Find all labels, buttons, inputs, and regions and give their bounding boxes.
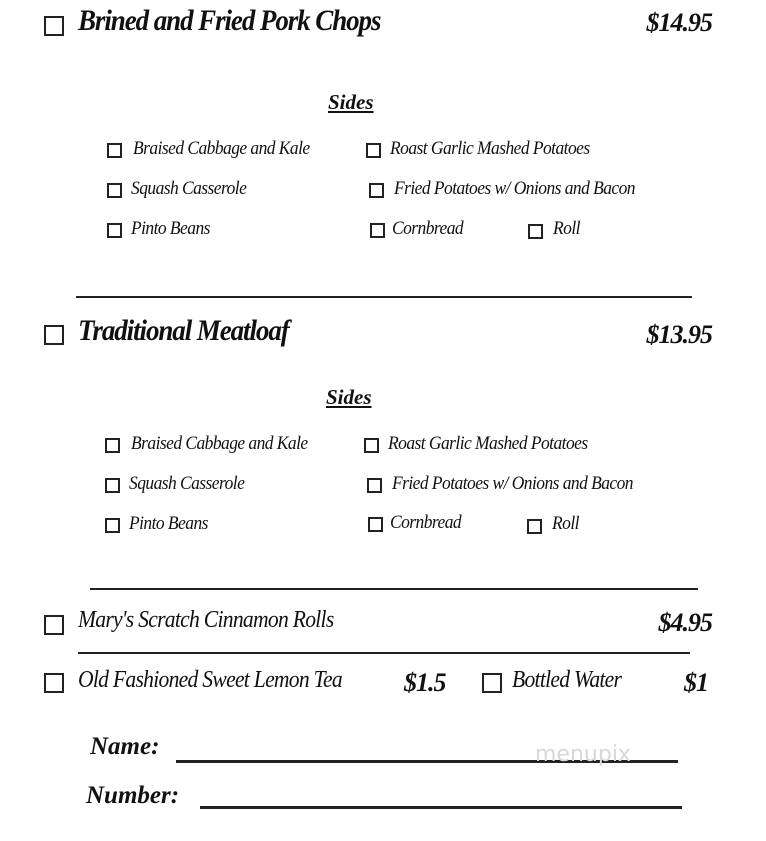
item-price: $1.5 — [404, 668, 446, 697]
checkbox-side[interactable] — [105, 518, 120, 533]
sides-heading: Sides — [326, 385, 372, 409]
checkbox-meatloaf[interactable] — [44, 325, 64, 345]
side-label: Roll — [553, 218, 580, 239]
side-label: Braised Cabbage and Kale — [133, 138, 310, 159]
side-label: Cornbread — [390, 512, 462, 533]
checkbox-side[interactable] — [369, 183, 384, 198]
checkbox-pork-chops[interactable] — [44, 16, 64, 36]
side-label: Braised Cabbage and Kale — [131, 433, 308, 454]
side-label: Roast Garlic Mashed Potatoes — [390, 138, 590, 159]
watermark: menupix — [535, 742, 631, 767]
item-title: Bottled Water — [512, 667, 622, 693]
side-label: Squash Casserole — [129, 473, 245, 494]
side-label: Fried Potatoes w/ Onions and Bacon — [394, 178, 635, 199]
name-label: Name: — [90, 733, 160, 760]
item-title: Brined and Fried Pork Chops — [78, 4, 381, 37]
checkbox-side[interactable] — [105, 438, 120, 453]
checkbox-lemon-tea[interactable] — [44, 673, 64, 693]
number-label: Number: — [86, 782, 180, 809]
checkbox-cinnamon-rolls[interactable] — [44, 615, 64, 635]
side-label: Cornbread — [392, 218, 464, 239]
divider — [76, 296, 692, 298]
number-input-line[interactable] — [200, 806, 682, 809]
side-label: Roll — [552, 513, 579, 534]
side-label: Roast Garlic Mashed Potatoes — [388, 433, 588, 454]
side-label: Squash Casserole — [131, 178, 247, 199]
checkbox-side[interactable] — [527, 519, 542, 534]
item-title: Mary's Scratch Cinnamon Rolls — [78, 607, 334, 633]
checkbox-side[interactable] — [107, 183, 122, 198]
checkbox-side[interactable] — [367, 478, 382, 493]
divider — [78, 652, 690, 654]
checkbox-side[interactable] — [364, 438, 379, 453]
checkbox-side[interactable] — [368, 517, 383, 532]
side-label: Fried Potatoes w/ Onions and Bacon — [392, 473, 633, 494]
sides-heading: Sides — [328, 90, 374, 114]
item-price: $4.95 — [658, 608, 712, 637]
item-title: Traditional Meatloaf — [78, 314, 289, 347]
item-price: $13.95 — [646, 320, 712, 349]
item-price: $14.95 — [646, 8, 712, 37]
checkbox-side[interactable] — [107, 223, 122, 238]
checkbox-side[interactable] — [107, 143, 122, 158]
checkbox-side[interactable] — [528, 224, 543, 239]
checkbox-side[interactable] — [105, 478, 120, 493]
item-price: $1 — [684, 668, 708, 697]
side-label: Pinto Beans — [131, 218, 210, 239]
checkbox-side[interactable] — [370, 223, 385, 238]
checkbox-side[interactable] — [366, 143, 381, 158]
item-title: Old Fashioned Sweet Lemon Tea — [78, 667, 342, 693]
side-label: Pinto Beans — [129, 513, 208, 534]
checkbox-bottled-water[interactable] — [482, 673, 502, 693]
divider — [90, 588, 698, 590]
